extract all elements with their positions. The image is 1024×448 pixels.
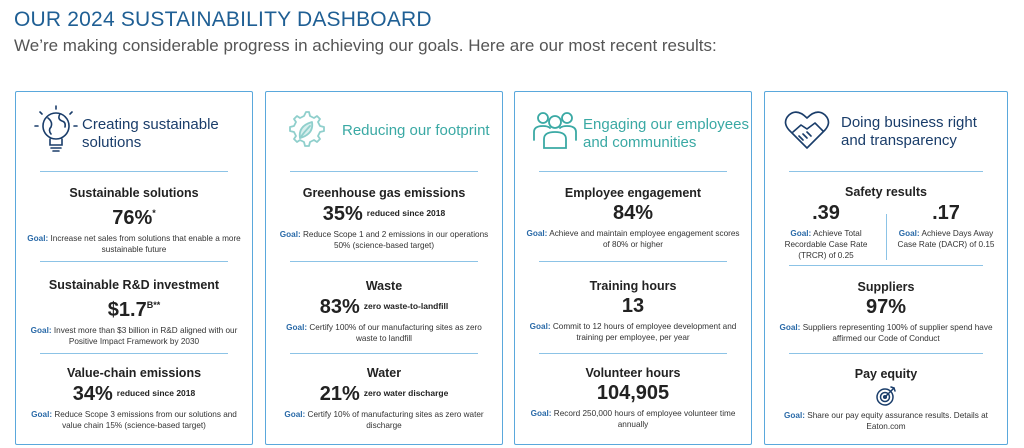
metric-value-chain-emissions: Value-chain emissions 34% $^{reduced since 2018}$ Goal: Reduce Scope 3 emissions from our solutions and value chain 15% (science-based target) (31, 366, 237, 430)
card-header (515, 92, 751, 166)
metric-rd-investment: Sustainable R&D investment $\$1.7^{B**}$ Goal: Invest more than $3 billion in R&D aligned with our Positive Impact Framework by 2030 (30, 278, 238, 346)
safety-split (773, 200, 999, 280)
metric-employee-engagement: Employee engagement 84% Goal: Achieve and maintain employee engagement scores of 80% or higher (526, 186, 740, 249)
metric-waste: Waste 83% $^{zero waste-to-landfill}$ Goal: Certify 100% of our manufacturing sites as zero waste to landfill (286, 279, 482, 343)
divider (290, 261, 478, 262)
divider (539, 353, 727, 354)
card-doing-business-right (764, 91, 1008, 445)
card-header (16, 92, 252, 166)
divider (40, 353, 228, 354)
card-heading: Engaging our employees and communities (583, 116, 749, 151)
safety-dacr: .17 Goal: Achieve Days Away Case Rate (DACR) of 0.15 (897, 202, 995, 249)
divider (539, 171, 727, 172)
divider (290, 171, 478, 172)
people-group-icon (531, 104, 579, 156)
divider (886, 214, 887, 260)
page-subtitle: We’re making considerable progress in achieving our goals. Here are our most recent results: (14, 36, 717, 55)
safety-trcr: .39 Goal: Achieve Total Recordable Case Rate (TRCR) of 0.25 (784, 202, 868, 260)
divider (789, 353, 983, 354)
metric-suppliers: Suppliers 97% Goal: Suppliers representing 100% of supplier spend have affirmed our Code of Conduct (779, 280, 993, 343)
card-engaging-employees (514, 91, 752, 445)
card-heading: Doing business right and transparency (841, 114, 977, 149)
metric-water: Water 21% $^{zero water discharge}$ Goal: Certify 10% of manufacturing sites as zero water discharge (284, 366, 484, 430)
card-reducing-footprint (265, 91, 503, 445)
page-title: OUR 2024 SUSTAINABILITY DASHBOARD (14, 8, 432, 31)
card-header (765, 92, 1007, 166)
metric-ghg-emissions: Greenhouse gas emissions 35% $^{reduced since 2018}$ Goal: Reduce Scope 1 and 2 emissions in our operations 50% (science-based target) (279, 186, 489, 250)
card-heading: Creating sustainable solutions (82, 116, 219, 151)
divider (290, 353, 478, 354)
card-header (266, 92, 502, 166)
gear-leaf-icon (282, 104, 330, 156)
card-sustainable-solutions (15, 91, 253, 445)
divider (789, 171, 983, 172)
divider (539, 261, 727, 262)
metric-safety-results: Safety results (845, 185, 927, 199)
lightbulb-globe-icon (32, 104, 80, 156)
metric-sustainable-solutions: Sustainable solutions 76%* Goal: Increase net sales from solutions that enable a more sustainable future (27, 186, 241, 254)
target-icon (875, 385, 897, 407)
metric-pay-equity: Pay equity Goal: Share our pay equity assurance results. Details at Eaton.com (784, 367, 988, 431)
metric-volunteer-hours: Volunteer hours 104,905 Goal: Record 250,000 hours of employee volunteer time annually (530, 366, 736, 429)
divider (40, 171, 228, 172)
card-heading: Reducing our footprint (342, 122, 490, 139)
metric-training-hours: Training hours 13 Goal: Commit to 12 hours of employee development and training per employee, per year (529, 279, 737, 342)
handshake-heart-icon (781, 104, 833, 156)
divider (789, 265, 983, 266)
divider (40, 261, 228, 262)
